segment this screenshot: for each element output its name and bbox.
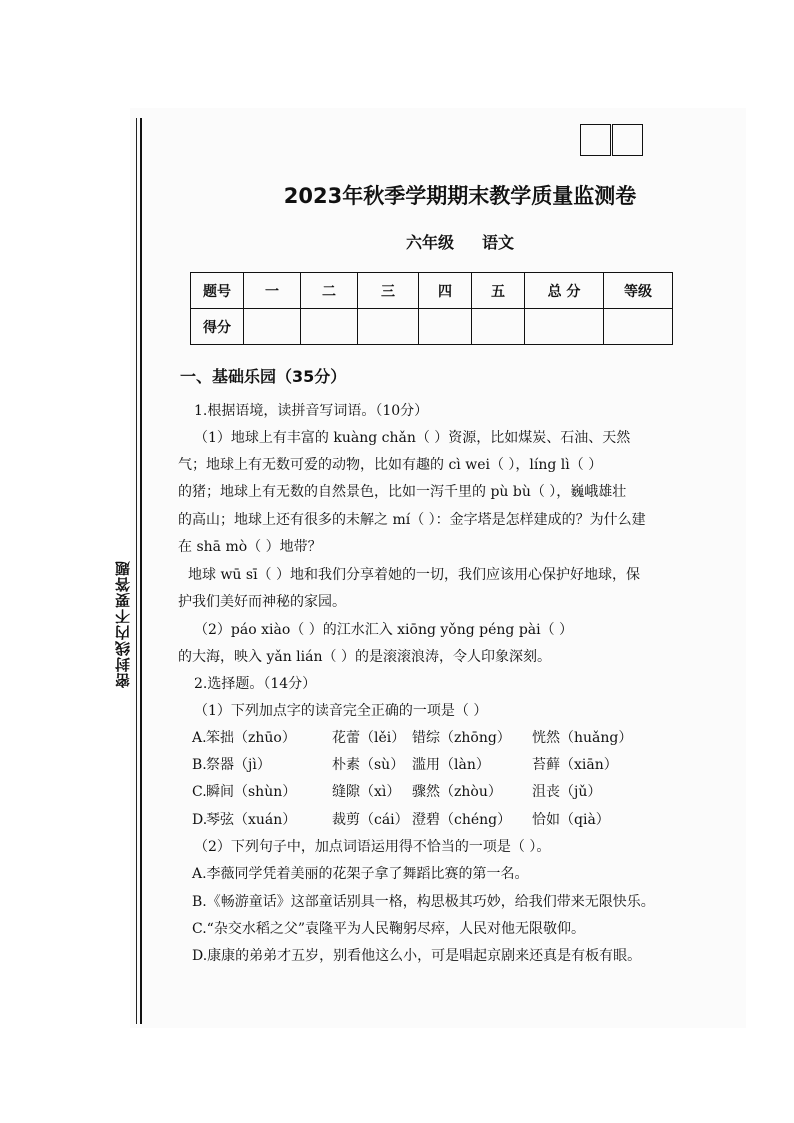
option-item: 朴素（sù） (332, 757, 405, 773)
option-item: 错综（zhōng） (412, 730, 511, 746)
option-item: 苔藓（xiān） (532, 757, 618, 773)
option-item: 瞬间（shùn） (206, 784, 297, 800)
question-title: 2.选择题。（14分） (194, 676, 317, 692)
binding-note: 密封线内不要答题 (114, 560, 132, 688)
choice-question: （2）下列句子中，加点词语运用得不恰当的一项是（ ）。 (194, 839, 551, 855)
score-cell[interactable] (604, 309, 673, 345)
option-item: 澄碧（chéng） (412, 812, 512, 828)
score-table-header-row (191, 273, 673, 309)
binding-line (136, 118, 137, 1024)
option-item: 笨拙（zhūo） (206, 730, 296, 746)
option-item: 骤然（zhòu） (412, 784, 502, 800)
passage-line: （1）地球上有丰富的 kuàng chǎn（ ）资源，比如煤炭、石油、天然 (194, 430, 631, 446)
exam-title: 2023年秋季学期期末教学质量监测卷 (283, 184, 637, 208)
option-letter: A. (192, 730, 207, 746)
option-item: 沮丧（jǔ） (532, 784, 602, 800)
score-box-right (612, 124, 643, 156)
choice-option: C.“杂交水稻之父”袁隆平为人民鞠躬尽瘁，人民对他无限敬仰。 (192, 921, 585, 937)
score-cell[interactable] (419, 309, 472, 345)
score-cell[interactable] (301, 309, 358, 345)
passage-line: 在 shā mò（ ）地带？ (178, 539, 322, 555)
choice-question: （1）下列加点字的读音完全正确的一项是（ ） (194, 703, 488, 719)
score-cell[interactable] (244, 309, 301, 345)
subject-label: 语文 (482, 233, 515, 252)
header-cell: 题号 (191, 273, 244, 309)
exam-subtitle (200, 230, 720, 253)
choice-option: A.李薇同学凭着美丽的花架子拿了舞蹈比赛的第一名。 (192, 866, 529, 882)
score-box-left (580, 124, 611, 156)
question-title: 1.根据语境，读拼音写词语。（10分） (194, 403, 429, 419)
score-cell[interactable] (472, 309, 525, 345)
score-cell[interactable] (525, 309, 604, 345)
option-item: 花蕾（lěi） (332, 730, 406, 746)
passage-line: 的大海，映入 yǎn lián（ ）的是滚滚浪涛，令人印象深刻。 (178, 649, 551, 665)
passage-line: 的高山；地球上还有很多的未解之 mí（ ）：金字塔是怎样建成的？为什么建 (178, 512, 646, 528)
option-item: 缝隙（xì） (332, 784, 401, 800)
header-cell: 等级 (604, 273, 673, 309)
option-item: 琴弦（xuán） (206, 812, 297, 828)
header-cell: 三 (358, 273, 419, 309)
option-item: 滥用（làn） (412, 757, 490, 773)
passage-line: （2）páo xiào（ ）的江水汇入 xiōng yǒng péng pài（ ） (194, 622, 574, 638)
option-item: 祭器（jì） (206, 757, 271, 773)
choice-option: B.《畅游童话》这部童话别具一格，构思极其巧妙，给我们带来无限快乐。 (192, 894, 655, 910)
passage-line: 气；地球上有无数可爱的动物，比如有趣的 cì wei（ ），líng lì（ ） (178, 457, 603, 473)
header-cell: 二 (301, 273, 358, 309)
passage-line: 地球 wū sī（ ）地和我们分享着她的一切，我们应该用心保护好地球，保 (188, 567, 641, 583)
option-letter: D. (192, 812, 208, 828)
score-table (190, 272, 673, 345)
option-letter: C. (192, 784, 207, 800)
score-table-score-row (191, 309, 673, 345)
option-item: 恍然（huǎng） (532, 730, 633, 746)
row-label-cell: 得分 (191, 309, 244, 345)
passage-line: 的猪；地球上有无数的自然景色，比如一泻千里的 pù bù（ ），巍峨雄壮 (178, 484, 627, 500)
binding-line-thick (140, 118, 142, 1024)
option-letter: B. (192, 757, 207, 773)
passage-line: 护我们美好而神秘的家园。 (178, 594, 346, 610)
section-title: 一、基础乐园（35分） (180, 367, 347, 386)
header-cell: 五 (472, 273, 525, 309)
header-cell: 一 (244, 273, 301, 309)
grade-label: 六年级 (405, 233, 454, 252)
choice-option: D.康康的弟弟才五岁，别看他这么小，可是唱起京剧来还真是有板有眼。 (192, 948, 642, 964)
header-cell: 总 分 (525, 273, 604, 309)
option-item: 裁剪（cái） (332, 812, 409, 828)
header-cell: 四 (419, 273, 472, 309)
score-cell[interactable] (358, 309, 419, 345)
option-item: 恰如（qià） (532, 812, 610, 828)
